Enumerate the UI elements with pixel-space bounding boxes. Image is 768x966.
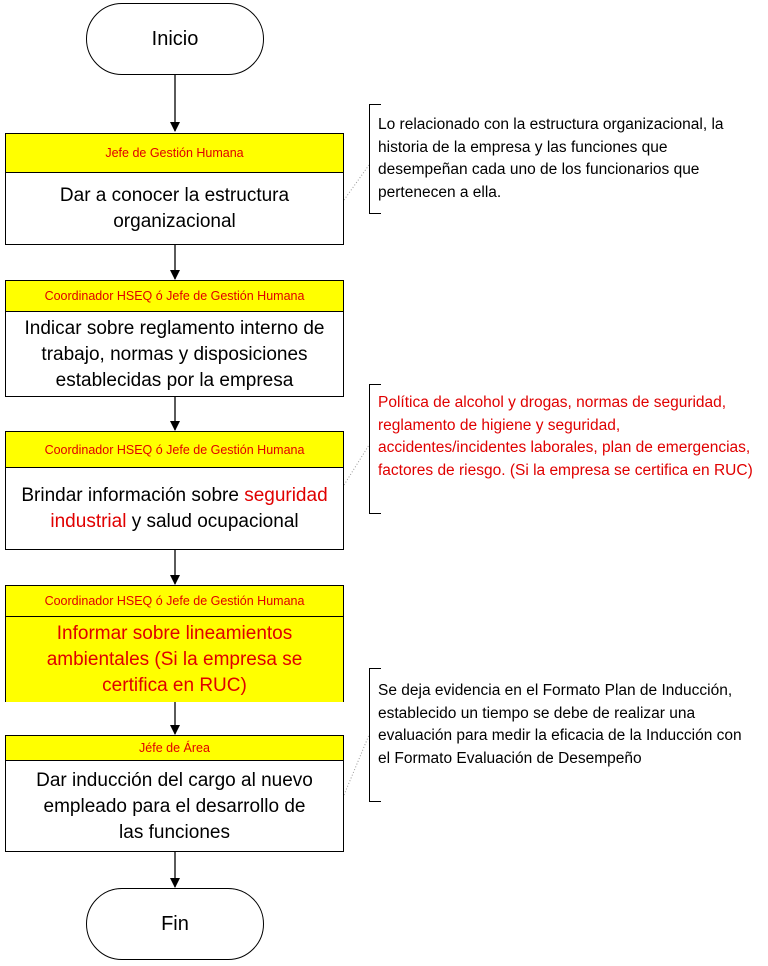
note-bracket: [369, 384, 381, 514]
note-bracket: [369, 104, 381, 214]
end-terminal: [86, 888, 264, 960]
step-role-3: Coordinador HSEQ ó Jefe de Gestión Humana: [6, 432, 343, 468]
step-text-3-highlight: seguridad industrial: [50, 485, 328, 532]
note-bracket: [369, 668, 381, 802]
step-text-3-part2: y salud ocupacional: [126, 511, 299, 532]
note-text-3: Se deja evidencia en el Formato Plan de Inducción, establecido un tiempo se debe de realizar una evaluación para medir la eficacia de la Inducción con el Formato Evaluación de Desempeño: [378, 682, 742, 767]
process-step-1: [5, 133, 344, 245]
note3-connector: [344, 735, 369, 795]
step-role-5: Jéfe de Área: [6, 736, 343, 761]
step-role-4: Coordinador HSEQ ó Jefe de Gestión Humana: [6, 586, 343, 617]
annotation-note-3: [369, 668, 754, 802]
start-label: Inicio: [151, 27, 199, 50]
process-step-4: [5, 585, 344, 702]
annotation-note-1: [369, 104, 754, 214]
process-step-5: [5, 735, 344, 852]
note2-connector: [344, 445, 369, 485]
step-text-3: [6, 468, 343, 550]
start-terminal: [86, 3, 264, 75]
step-text-2: Indicar sobre reglamento interno de trabajo, normas y disposiciones establecidas por la empresa: [24, 317, 325, 391]
note1-connector: [344, 165, 369, 200]
step-text-1: Dar a conocer la estructura organizacional: [59, 185, 290, 232]
note-text-1: Lo relacionado con la estructura organizacional, la historia de la empresa y las funciones que desempeñan cada uno de los funcionarios que pertenecen a ella.: [378, 116, 724, 201]
step-role-2: Coordinador HSEQ ó Jefe de Gestión Humana: [6, 281, 343, 312]
step-text-3-part1: Brindar información sobre: [21, 485, 245, 506]
step-text-5: Dar inducción del cargo al nuevo empleado para el desarrollo de las funciones: [36, 769, 313, 843]
process-step-2: [5, 280, 344, 397]
annotation-note-2: [369, 384, 754, 514]
process-step-3: [5, 431, 344, 550]
note-text-2: Política de alcohol y drogas, normas de seguridad, reglamento de higiene y seguridad, accidentes/incidentes laborales, plan de emergencias, factores de riesgo. (Si la empresa se certifica en RUC): [378, 394, 753, 479]
step-role-1: Jefe de Gestión Humana: [6, 134, 343, 173]
step-text-4: Informar sobre lineamientos ambientales (Si la empresa se certifica en RUC): [6, 617, 343, 702]
end-label: Fin: [161, 912, 189, 935]
